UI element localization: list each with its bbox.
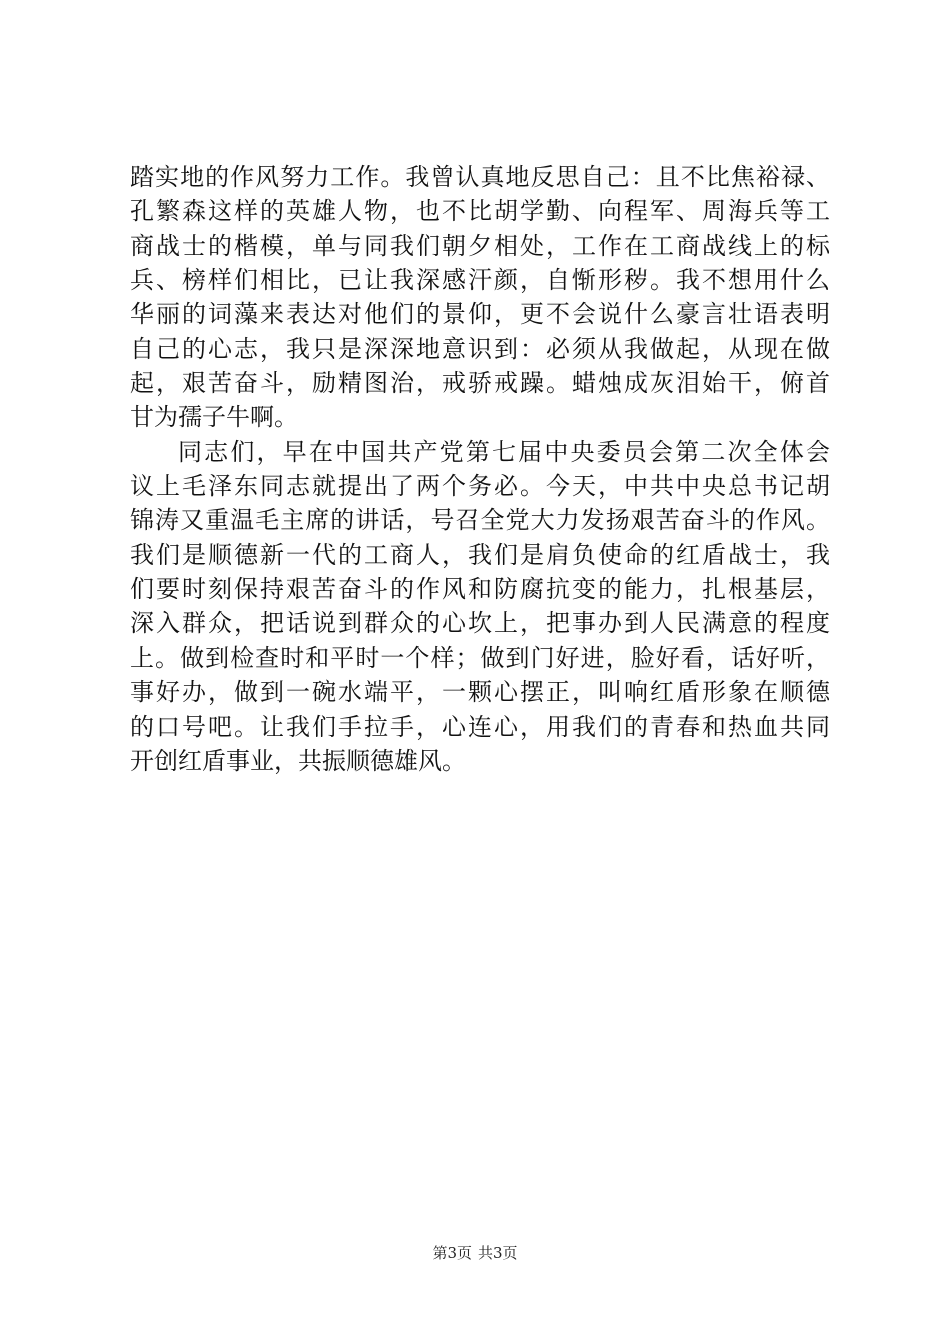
page-footer <box>0 1243 950 1263</box>
paragraph-1 <box>130 160 830 435</box>
text-line: 起，艰苦奋斗，励精图治，戒骄戒躁。蜡烛成灰泪始干，俯首 <box>130 369 830 398</box>
text-line: 锦涛又重温毛主席的讲话，号召全党大力发扬艰苦奋斗的作风。 <box>130 506 830 535</box>
text-line: 的口号吧。让我们手拉手，心连心，用我们的青春和热血共同 <box>130 712 830 741</box>
text-line: 踏实地的作风努力工作。我曾认真地反思自己：且不比焦裕禄、 <box>130 163 830 191</box>
text-line: 们要时刻保持艰苦奋斗的作风和防腐抗变的能力，扎根基层， <box>130 575 830 604</box>
text-line: 深入群众，把话说到群众的心坎上，把事办到人民满意的程度 <box>130 609 830 638</box>
document-body <box>130 160 830 778</box>
text-line: 自己的心志，我只是深深地意识到：必须从我做起，从现在做 <box>130 334 830 363</box>
page-total: 共3页 <box>478 1244 518 1262</box>
text-line: 兵、榜样们相比，已让我深感汗颜，自惭形秽。我不想用什么 <box>130 266 830 295</box>
text-line: 同志们，早在中国共产党第七届中央委员会第二次全体会 <box>178 437 830 466</box>
text-line: 我们是顺德新一代的工商人，我们是肩负使命的红盾战士，我 <box>130 540 830 569</box>
text-line: 华丽的词藻来表达对他们的景仰，更不会说什么豪言壮语表明 <box>130 300 830 329</box>
text-line: 议上毛泽东同志就提出了两个务必。今天，中共中央总书记胡 <box>130 472 830 501</box>
text-line: 甘为孺子牛啊。 <box>130 403 298 432</box>
text-line: 商战士的楷模，单与同我们朝夕相处，工作在工商战线上的标 <box>130 231 830 260</box>
text-line: 开创红盾事业，共振顺德雄风。 <box>130 746 466 775</box>
text-line: 事好办，做到一碗水端平，一颗心摆正，叫响红盾形象在顺德 <box>130 678 830 707</box>
text-line: 上。做到检查时和平时一个样；做到门好进，脸好看，话好听， <box>130 643 830 672</box>
text-line: 孔繁森这样的英雄人物，也不比胡学勤、向程军、周海兵等工 <box>130 197 830 226</box>
paragraph-2 <box>130 435 830 778</box>
page-number: 第3页 <box>432 1244 472 1262</box>
